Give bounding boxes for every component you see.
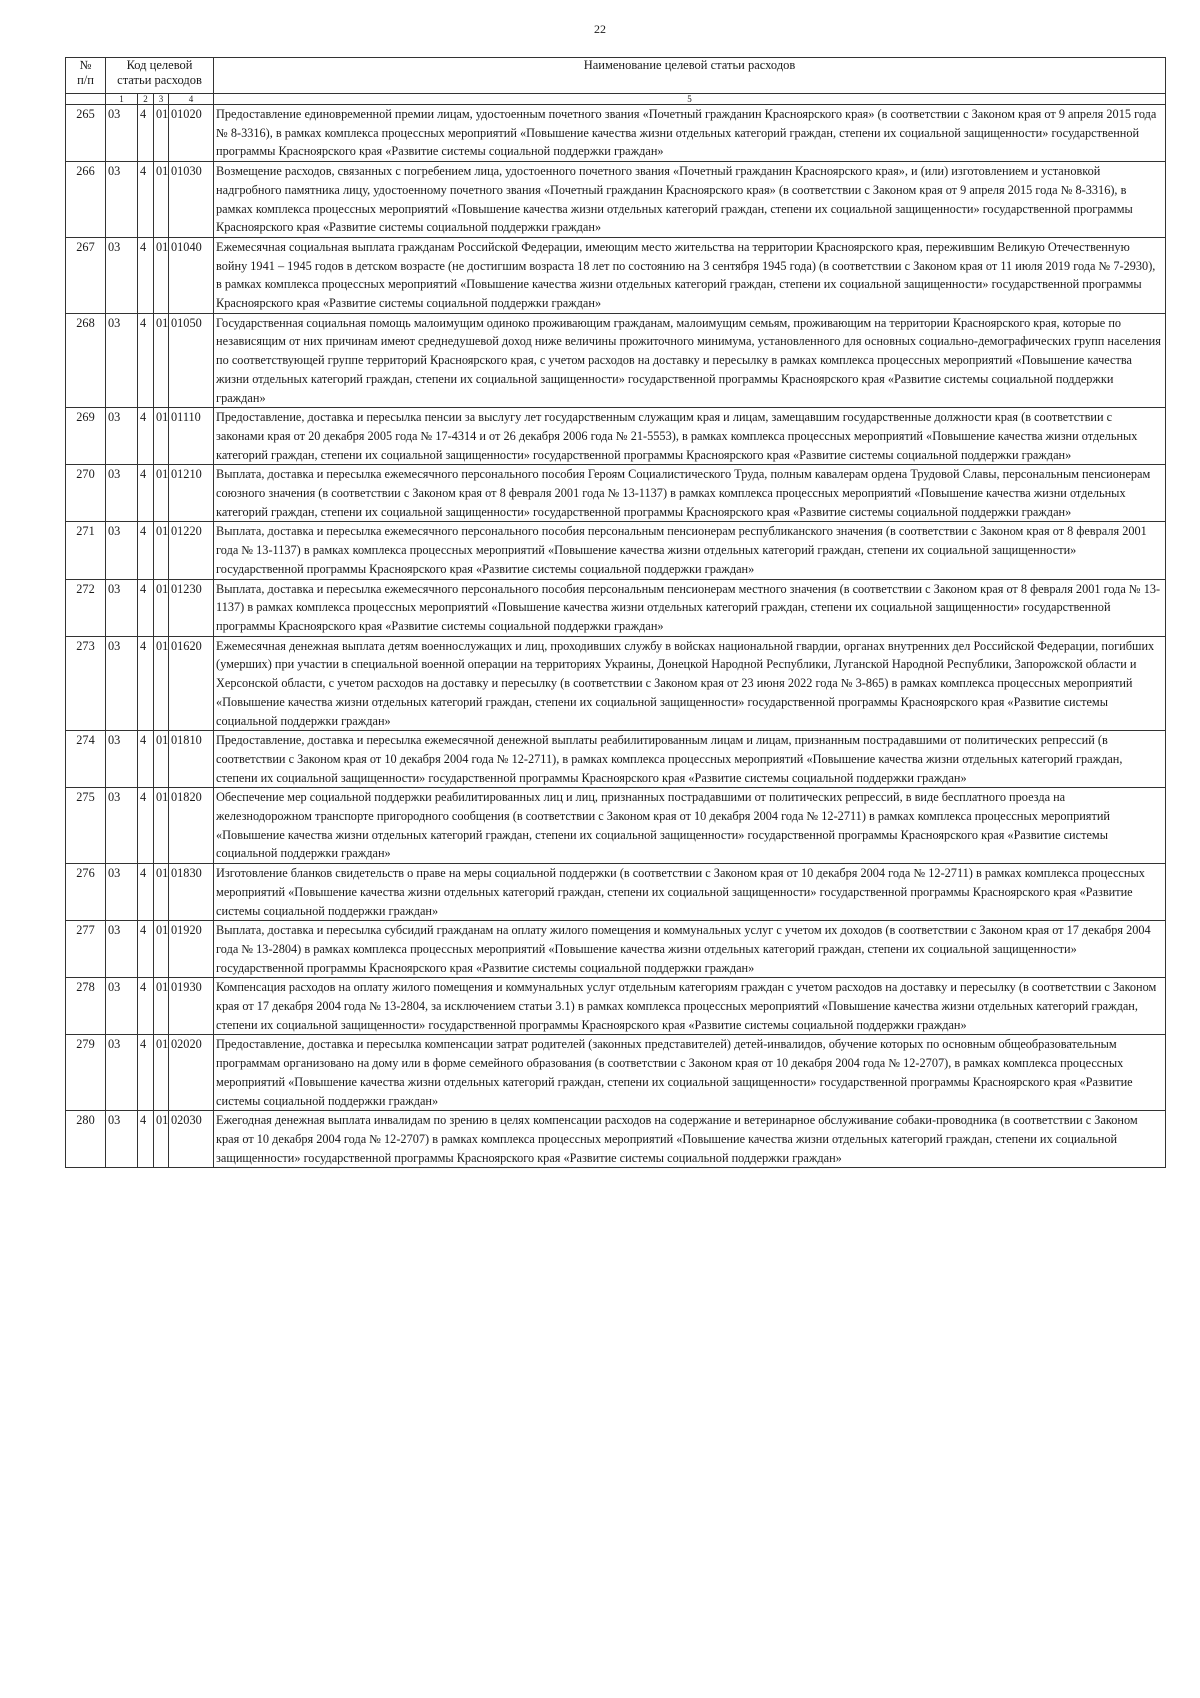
code-part-2-cell: 4	[138, 978, 154, 1035]
row-number-cell: 280	[66, 1111, 106, 1168]
table-row	[66, 978, 1166, 1035]
article-name-cell: Выплата, доставка и пересылка ежемесячного персонального пособия персональным пенсионерам республиканского значения (в соответствии с Законом края от 8 февраля 2001 года № 13-1137) в рамках комплекса процессных мероприятий «Повышение качества жизни отдельных категорий граждан, степени их социальной защищенности» государственной программы Красноярского края «Развитие системы социальной поддержки граждан»	[214, 522, 1166, 579]
code-part-1-cell: 03	[106, 788, 138, 864]
code-part-2-cell: 4	[138, 162, 154, 238]
code-part-4-cell: 02020	[169, 1035, 214, 1111]
code-part-2-cell: 4	[138, 731, 154, 788]
page-number: 22	[594, 22, 606, 36]
code-part-3-cell: 01	[154, 978, 169, 1035]
code-part-2-cell: 4	[138, 465, 154, 522]
code-part-1-cell: 03	[106, 237, 138, 313]
header-code: Код целевой статьи расходов	[106, 58, 214, 94]
article-name-cell: Предоставление, доставка и пересылка пенсии за выслугу лет государственным служащим края и лицам, замещавшим государственные должности края (в соответствии с законами края от 20 декабря 2005 года № 17-4314 и от 26 декабря 2006 года № 21-5553), в рамках комплекса процессных мероприятий «Повышение качества жизни отдельных категорий граждан, степени их социальной защищенности» государственной программы Красноярского края «Развитие системы социальной поддержки граждан»	[214, 408, 1166, 465]
table-row	[66, 864, 1166, 921]
code-part-1-cell: 03	[106, 864, 138, 921]
code-part-4-cell: 01230	[169, 579, 214, 636]
row-number-cell: 279	[66, 1035, 106, 1111]
row-number-cell: 273	[66, 636, 106, 731]
code-part-3-cell: 01	[154, 636, 169, 731]
article-name-cell: Возмещение расходов, связанных с погребением лица, удостоенного почетного звания «Почетный гражданин Красноярского края», и (или) изготовлением и установкой надгробного памятника лицу, удостоенному почетного звания «Почетный гражданин Красноярского края» (в соответствии с Законом края от 9 апреля 2015 года № 8-3316), в рамках комплекса процессных мероприятий «Повышение качества жизни отдельных категорий граждан, степени их социальной защищенности» государственной программы Красноярского края «Развитие системы социальной поддержки граждан»	[214, 162, 1166, 238]
row-number-cell: 268	[66, 313, 106, 408]
code-part-1-cell: 03	[106, 978, 138, 1035]
header-col-number: 2	[138, 94, 154, 105]
code-part-4-cell: 01030	[169, 162, 214, 238]
header-col-number: 1	[106, 94, 138, 105]
code-part-2-cell: 4	[138, 579, 154, 636]
article-name-cell: Обеспечение мер социальной поддержки реабилитированных лиц и лиц, признанных пострадавшими от политических репрессий, в виде бесплатного проезда на железнодорожном транспорте пригородного сообщения (в соответствии с Законом края от 10 декабря 2004 года № 12-2711) в рамках комплекса процессных мероприятий «Повышение качества жизни отдельных категорий граждан, степени их социальной защищенности» государственной программы Красноярского края «Развитие системы социальной поддержки граждан»	[214, 788, 1166, 864]
code-part-2-cell: 4	[138, 636, 154, 731]
code-part-3-cell: 01	[154, 237, 169, 313]
code-part-2-cell: 4	[138, 408, 154, 465]
header-name: Наименование целевой статьи расходов	[214, 58, 1166, 94]
table-row	[66, 408, 1166, 465]
code-part-1-cell: 03	[106, 636, 138, 731]
article-name-cell: Предоставление, доставка и пересылка компенсации затрат родителей (законных представителей) детей-инвалидов, обучение которых по основным общеобразовательным программам организовано на дому или в форме семейного образования (в соответствии с Законом края от 10 декабря 2004 года № 12-2707), в рамках комплекса процессных мероприятий «Повышение качества жизни отдельных категорий граждан, степени их социальной защищенности» государственной программы Красноярского края «Развитие системы социальной поддержки граждан»	[214, 1035, 1166, 1111]
table-row	[66, 237, 1166, 313]
code-part-3-cell: 01	[154, 921, 169, 978]
row-number-cell: 265	[66, 105, 106, 162]
header-col-number: 4	[169, 94, 214, 105]
code-part-1-cell: 03	[106, 1111, 138, 1168]
code-part-4-cell: 01020	[169, 105, 214, 162]
article-name-cell: Выплата, доставка и пересылка ежемесячного персонального пособия Героям Социалистического Труда, полным кавалерам ордена Трудовой Славы, персональным пенсионерам союзного значения (в соответствии с Законом края от 8 февраля 2001 года № 13-1137) в рамках комплекса процессных мероприятий «Повышение качества жизни отдельных категорий граждан, степени их социальной защищенности» государственной программы Красноярского края «Развитие системы социальной поддержки граждан»	[214, 465, 1166, 522]
article-name-cell: Изготовление бланков свидетельств о праве на меры социальной поддержки (в соответствии с Законом края от 10 декабря 2004 года № 12-2711) в рамках комплекса процессных мероприятий «Повышение качества жизни отдельных категорий граждан, степени их социальной защищенности» государственной программы Красноярского края «Развитие системы социальной поддержки граждан»	[214, 864, 1166, 921]
code-part-4-cell: 01040	[169, 237, 214, 313]
code-part-2-cell: 4	[138, 522, 154, 579]
row-number-cell: 275	[66, 788, 106, 864]
code-part-2-cell: 4	[138, 1111, 154, 1168]
article-name-cell: Выплата, доставка и пересылка субсидий гражданам на оплату жилого помещения и коммунальных услуг с учетом их доходов (в соответствии с Законом края от 17 декабря 2004 года № 13-2804) в рамках комплекса процессных мероприятий «Повышение качества жизни отдельных категорий граждан, степени их социальной защищенности» государственной программы Красноярского края «Развитие системы социальной поддержки граждан»	[214, 921, 1166, 978]
row-number-cell: 271	[66, 522, 106, 579]
code-part-3-cell: 01	[154, 788, 169, 864]
article-name-cell: Выплата, доставка и пересылка ежемесячного персонального пособия персональным пенсионерам местного значения (в соответствии с Законом края от 8 февраля 2001 года № 13-1137) в рамках комплекса процессных мероприятий «Повышение качества жизни отдельных категорий граждан, степени их социальной защищенности» государственной программы Красноярского края «Развитие системы социальной поддержки граждан»	[214, 579, 1166, 636]
row-number-cell: 272	[66, 579, 106, 636]
code-part-2-cell: 4	[138, 105, 154, 162]
table-row	[66, 636, 1166, 731]
header-num-blank	[66, 94, 106, 105]
row-number-cell: 266	[66, 162, 106, 238]
article-name-cell: Ежегодная денежная выплата инвалидам по зрению в целях компенсации расходов на содержание и ветеринарное обслуживание собаки-проводника (в соответствии с Законом края от 10 декабря 2004 года № 12-2707) в рамках комплекса процессных мероприятий «Повышение качества жизни отдельных категорий граждан, степени их социальной защищенности» государственной программы Красноярского края «Развитие системы социальной поддержки граждан»	[214, 1111, 1166, 1168]
row-number-cell: 269	[66, 408, 106, 465]
code-part-1-cell: 03	[106, 1035, 138, 1111]
table-row	[66, 313, 1166, 408]
table-row	[66, 465, 1166, 522]
code-part-4-cell: 01830	[169, 864, 214, 921]
code-part-4-cell: 01050	[169, 313, 214, 408]
target-articles-table	[65, 57, 1166, 1168]
row-number-cell: 274	[66, 731, 106, 788]
code-part-3-cell: 01	[154, 313, 169, 408]
row-number-cell: 277	[66, 921, 106, 978]
code-part-3-cell: 01	[154, 522, 169, 579]
code-part-1-cell: 03	[106, 465, 138, 522]
article-name-cell: Ежемесячная денежная выплата детям военнослужащих и лиц, проходивших службу в войсках национальной гвардии, органах внутренних дел Российской Федерации, погибших (умерших) при участии в специальной военной операции на территориях Украины, Донецкой Народной Республики, Луганской Народной Республики, Запорожской области и Херсонской области, с учетом расходов на доставку и пересылку (в соответствии с Законом края от 23 июня 2022 года № 3-865) в рамках комплекса процессных мероприятий «Повышение качества жизни отдельных категорий граждан, степени их социальной защищенности» государственной программы Красноярского края «Развитие системы социальной поддержки граждан»	[214, 636, 1166, 731]
row-number-cell: 278	[66, 978, 106, 1035]
code-part-3-cell: 01	[154, 105, 169, 162]
article-name-cell: Ежемесячная социальная выплата гражданам Российской Федерации, имеющим место жительства на территории Красноярского края, пережившим Великую Отечественную войну 1941 – 1945 годов в детском возрасте (не достигшим возраста 18 лет по состоянию на 3 сентября 1945 года) (в соответствии с Законом края от 11 июля 2019 года № 7-2930), в рамках комплекса процессных мероприятий «Повышение качества жизни отдельных категорий граждан, степени их социальной защищенности» государственной программы Красноярского края «Развитие системы социальной поддержки граждан»	[214, 237, 1166, 313]
article-name-cell: Государственная социальная помощь малоимущим одиноко проживающим гражданам, малоимущим семьям, проживающим на территории Красноярского края, которые по независящим от них причинам имеют среднедушевой доход ниже величины прожиточного минимума, установленного для основных социально-демографических групп населения по соответствующей группе территорий Красноярского края, с учетом расходов на доставку и пересылку в рамках комплекса процессных мероприятий «Повышение качества жизни отдельных категорий граждан, степени их социальной защищенности» государственной программы Красноярского края «Развитие системы социальной поддержки граждан»	[214, 313, 1166, 408]
code-part-4-cell: 02030	[169, 1111, 214, 1168]
table-row	[66, 788, 1166, 864]
table-row	[66, 1035, 1166, 1111]
code-part-3-cell: 01	[154, 408, 169, 465]
code-part-4-cell: 01220	[169, 522, 214, 579]
code-part-4-cell: 01620	[169, 636, 214, 731]
code-part-4-cell: 01930	[169, 978, 214, 1035]
code-part-1-cell: 03	[106, 408, 138, 465]
code-part-2-cell: 4	[138, 313, 154, 408]
code-part-1-cell: 03	[106, 731, 138, 788]
code-part-3-cell: 01	[154, 465, 169, 522]
code-part-1-cell: 03	[106, 522, 138, 579]
article-name-cell: Предоставление, доставка и пересылка ежемесячной денежной выплаты реабилитированным лицам и лицам, признанным пострадавшими от политических репрессий (в соответствии с Законом края от 10 декабря 2004 года № 12-2711), в рамках комплекса процессных мероприятий «Повышение качества жизни отдельных категорий граждан, степени их социальной защищенности» государственной программы Красноярского края «Развитие системы социальной поддержки граждан»	[214, 731, 1166, 788]
code-part-1-cell: 03	[106, 162, 138, 238]
table-row	[66, 1111, 1166, 1168]
code-part-1-cell: 03	[106, 921, 138, 978]
code-part-4-cell: 01210	[169, 465, 214, 522]
table-row	[66, 162, 1166, 238]
article-name-cell: Предоставление единовременной премии лицам, удостоенным почетного звания «Почетный гражданин Красноярского края» (в соответствии с Законом края от 9 апреля 2015 года № 8-3316), в рамках комплекса процессных мероприятий «Повышение качества жизни отдельных категорий граждан, степени их социальной защищенности» государственной программы Красноярского края «Развитие системы социальной поддержки граждан»	[214, 105, 1166, 162]
code-part-2-cell: 4	[138, 1035, 154, 1111]
row-number-cell: 276	[66, 864, 106, 921]
code-part-2-cell: 4	[138, 237, 154, 313]
row-number-cell: 267	[66, 237, 106, 313]
code-part-4-cell: 01110	[169, 408, 214, 465]
code-part-2-cell: 4	[138, 921, 154, 978]
code-part-3-cell: 01	[154, 1111, 169, 1168]
code-part-3-cell: 01	[154, 1035, 169, 1111]
code-part-4-cell: 01820	[169, 788, 214, 864]
code-part-3-cell: 01	[154, 162, 169, 238]
code-part-3-cell: 01	[154, 731, 169, 788]
table-row	[66, 579, 1166, 636]
code-part-1-cell: 03	[106, 105, 138, 162]
table-row	[66, 731, 1166, 788]
table-row	[66, 921, 1166, 978]
header-col-number: 5	[214, 94, 1166, 105]
table-row	[66, 105, 1166, 162]
code-part-1-cell: 03	[106, 313, 138, 408]
code-part-3-cell: 01	[154, 864, 169, 921]
table-row	[66, 522, 1166, 579]
code-part-4-cell: 01810	[169, 731, 214, 788]
header-col-number: 3	[154, 94, 169, 105]
code-part-2-cell: 4	[138, 864, 154, 921]
code-part-2-cell: 4	[138, 788, 154, 864]
header-num: № п/п	[66, 58, 106, 94]
code-part-3-cell: 01	[154, 579, 169, 636]
code-part-4-cell: 01920	[169, 921, 214, 978]
code-part-1-cell: 03	[106, 579, 138, 636]
article-name-cell: Компенсация расходов на оплату жилого помещения и коммунальных услуг отдельным категориям граждан с учетом расходов на доставку и пересылку (в соответствии с Законом края от 17 декабря 2004 года № 13-2804, за исключением статьи 3.1) в рамках комплекса процессных мероприятий «Повышение качества жизни отдельных категорий граждан, степени их социальной защищенности» государственной программы Красноярского края «Развитие системы социальной поддержки граждан»	[214, 978, 1166, 1035]
row-number-cell: 270	[66, 465, 106, 522]
